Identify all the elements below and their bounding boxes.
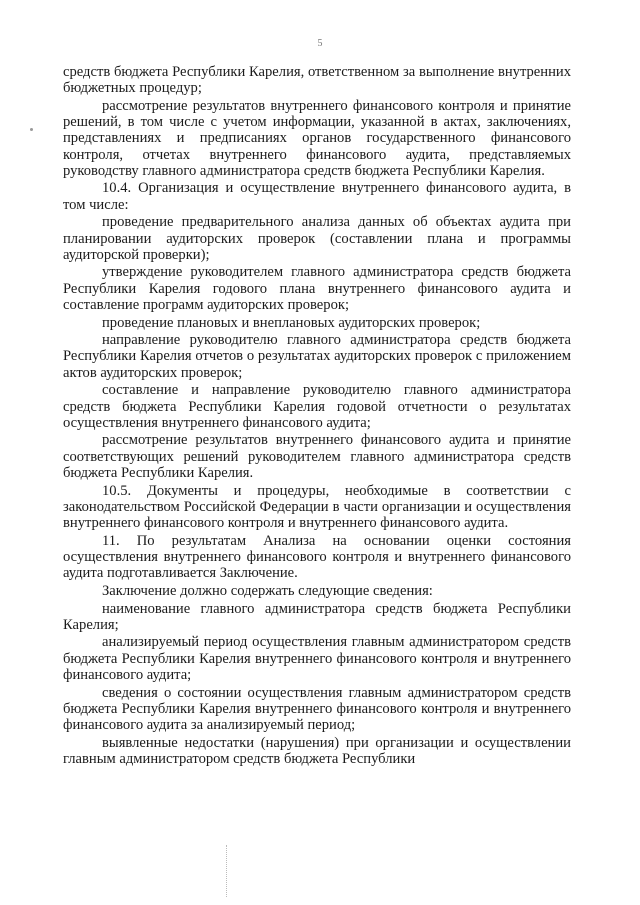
list-item: выявленные недостатки (нарушения) при организации и осуществлении главным администратором средств бюджета Республики — [63, 734, 571, 767]
list-item: проведение предварительного анализа данных об объектах аудита при планировании аудиторских проверок (составлении плана и программы аудиторской проверки); — [63, 214, 571, 263]
paragraph: Заключение должно содержать следующие сведения: — [102, 582, 433, 599]
list-item: рассмотрение результатов внутреннего финансового аудита и принятие соответствующих решений руководителем главного администратора средств бюджета Республики Карелия. — [63, 432, 571, 481]
page-number: 5 — [317, 38, 323, 49]
list-item: наименование главного администратора средств бюджета Республики Карелия; — [63, 600, 571, 633]
list-item: проведение плановых и внеплановых аудиторских проверок; — [102, 314, 481, 331]
list-item: составление и направление руководителю главного администратора средств бюджета Республики Карелия годовой отчетности о результатах осуществления внутреннего финансового аудита; — [63, 382, 571, 431]
list-item: сведения о состоянии осуществления главным администратором средств бюджета Республики Карелия внутреннего финансового контроля и внутреннего финансового аудита за анализируемый период; — [63, 684, 571, 733]
list-item: анализируемый период осуществления главным администратором средств бюджета Республики Карелия внутреннего финансового контроля и внутреннего финансового аудита; — [63, 634, 571, 683]
paragraph-10-4: 10.4. Организация и осуществление внутреннего финансового аудита, в том числе: — [63, 180, 571, 213]
list-item: утверждение руководителем главного администратора средств бюджета Республики Карелия годового плана внутреннего финансового аудита и составление программ аудиторских проверок; — [63, 264, 571, 313]
list-item: направление руководителю главного администратора средств бюджета Республики Карелия отчетов о результатах аудиторских проверок с приложением актов аудиторских проверок; — [63, 332, 571, 381]
document-body — [63, 64, 571, 769]
scan-artifact-line — [226, 845, 229, 897]
paragraph: рассмотрение результатов внутреннего финансового контроля и принятие решений, в том числе с учетом информации, указанной в актах, заключениях, представлениях и предписаниях органов государственного финансового контроля, отчетах внутреннего финансового аудита, представляемых руководству главного администратора средств бюджета Республики Карелия. — [63, 97, 571, 179]
paragraph-10-5: 10.5. Документы и процедуры, необходимые в соответствии с законодательством Российской Федерации в части организации и осуществления внутреннего финансового контроля и внутреннего финансового аудита. — [63, 482, 571, 531]
scan-artifact-dot — [30, 128, 33, 131]
paragraph-11: 11. По результатам Анализа на основании оценки состояния осуществления внутреннего финансового контроля и внутреннего финансового аудита подготавливается Заключение. — [63, 532, 571, 582]
paragraph-continuation: средств бюджета Республики Карелия, ответственном за выполнение внутренних бюджетных процедур; — [63, 64, 571, 97]
